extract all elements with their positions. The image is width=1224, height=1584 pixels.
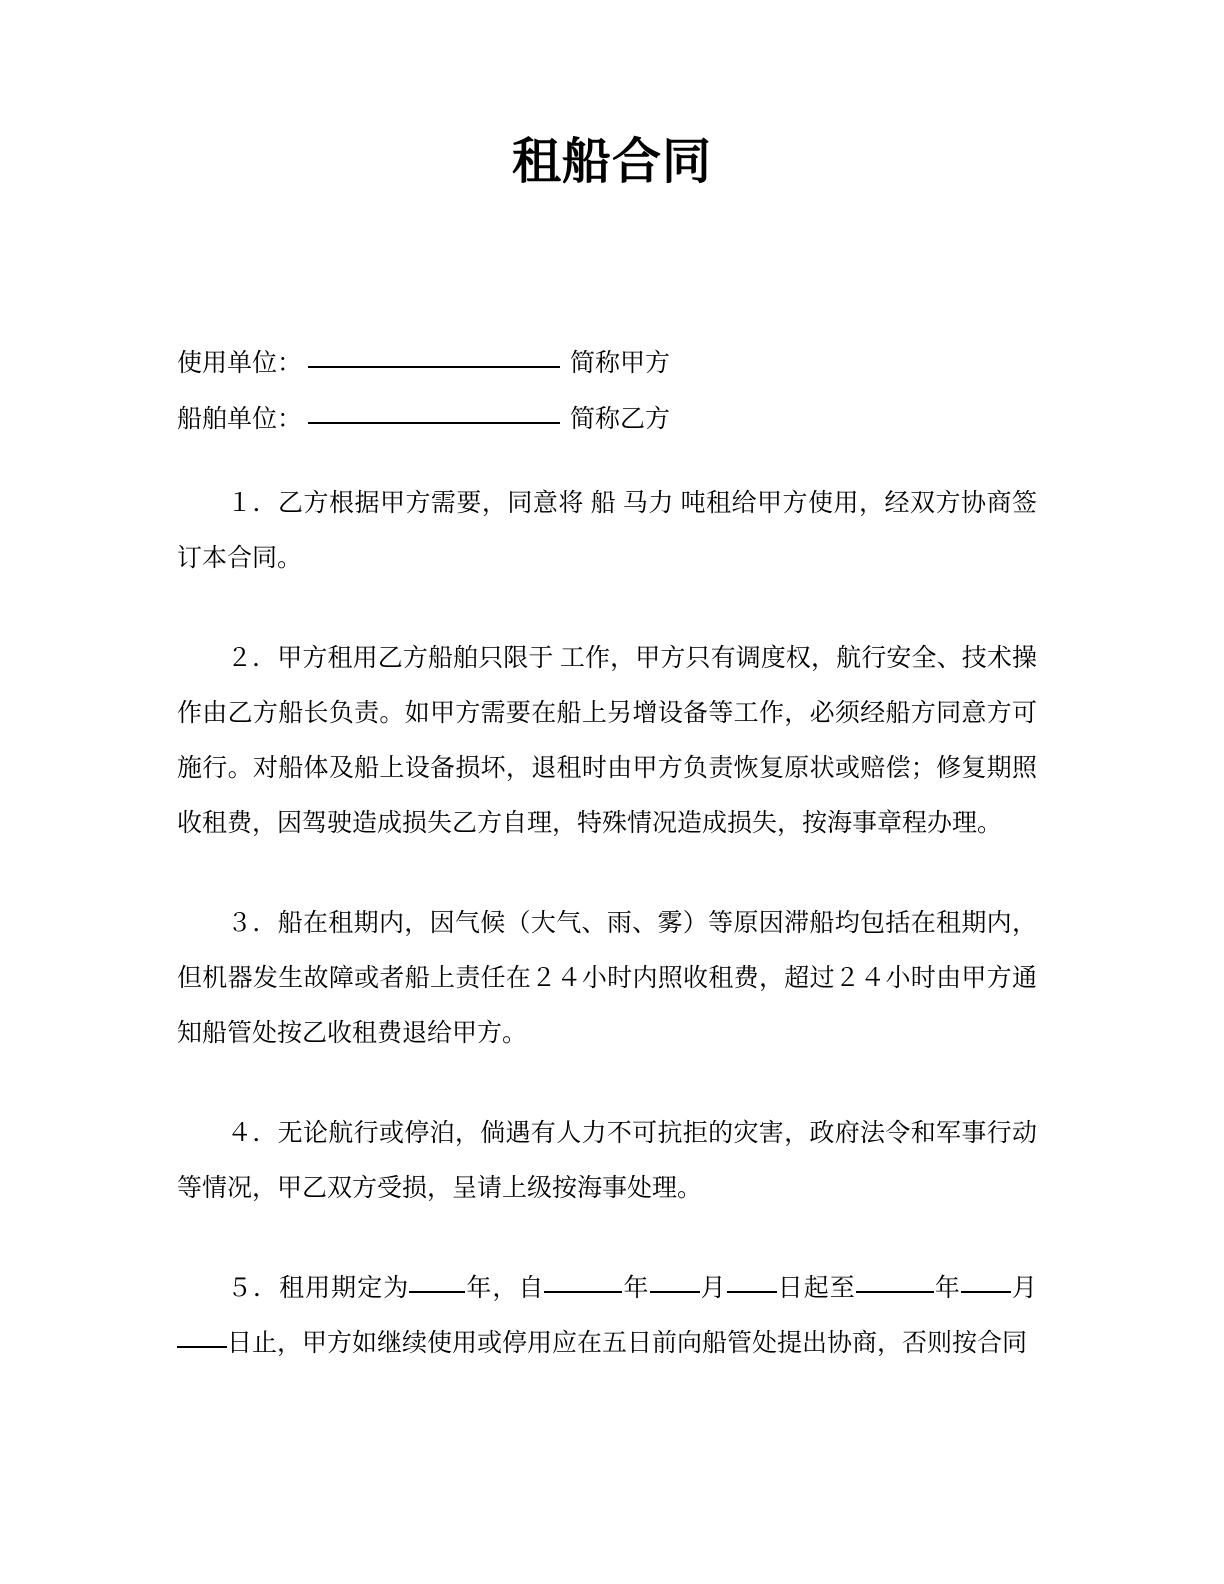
clause-5-blank-end-day[interactable] — [177, 1345, 227, 1348]
clause-4 — [177, 1106, 1037, 1216]
clause-5-text-part5: 日起至 — [776, 1275, 856, 1302]
clause-5-text-part8: 日止，甲方如继续使用或停用应在五日前向船管处提出协商，否则按合同 — [227, 1330, 1028, 1357]
clause-4-number: ４． — [227, 1120, 278, 1147]
clause-3-number: ３． — [227, 910, 278, 937]
party-label-vessel: 船舶单位： — [177, 406, 303, 433]
clause-5-text-part7: 月 — [1010, 1275, 1037, 1302]
clause-5 — [177, 1261, 1037, 1371]
party-suffix-user: 简称甲方 — [570, 350, 671, 377]
clause-1-number: １． — [227, 490, 278, 517]
clause-2-text: 甲方租用乙方船舶只限于 工作，甲方只有调度权，航行安全、技术操作由乙方船长负责。如甲方需要在船上另增设备等工作，必须经船方同意方可施行。对船体及船上设备损坏，退租时由甲方负责恢复原状或赔偿；修复期照收租费，因驾驶造成损失乙方自理，特殊情况造成损失，按海事章程办理。 — [177, 645, 1037, 837]
clause-5-text-part1: 租用期定为 — [279, 1275, 410, 1302]
clause-3 — [177, 896, 1037, 1061]
clause-5-text-part2: 年，自 — [465, 1275, 545, 1302]
clause-5-blank-start-year[interactable] — [544, 1290, 622, 1293]
clause-3-text: 船在租期内，因气候（大气、雨、雾）等原因滞船均包括在租期内，但机器发生故障或者船上责任在２４小时内照收租费，超过２４小时由甲方通知船管处按乙收租费退给甲方。 — [177, 910, 1037, 1047]
clause-5-number: ５． — [227, 1275, 280, 1302]
clause-5-blank-start-month[interactable] — [650, 1290, 700, 1293]
document-body — [177, 336, 1037, 1371]
clause-5-blank-end-year[interactable] — [856, 1290, 934, 1293]
party-fields — [177, 336, 1037, 448]
party-suffix-vessel: 简称乙方 — [570, 406, 671, 433]
clause-2 — [177, 631, 1037, 851]
party-label-user: 使用单位： — [177, 350, 303, 377]
clause-5-blank-term-years[interactable] — [409, 1290, 465, 1293]
party-row-user — [177, 336, 1037, 392]
page-title: 租船合同 — [511, 135, 712, 189]
clause-2-number: ２． — [227, 645, 278, 672]
clause-5-text-part3: 年 — [622, 1275, 650, 1302]
party-row-vessel — [177, 392, 1037, 448]
clause-1-text: 乙方根据甲方需要，同意将 船 马力 吨租给甲方使用，经双方协商签订本合同。 — [177, 490, 1037, 572]
party-blank-user[interactable] — [308, 365, 560, 368]
clause-5-text-part4: 月 — [699, 1275, 727, 1302]
clause-5-blank-end-month[interactable] — [961, 1290, 1011, 1293]
clause-5-blank-start-day[interactable] — [727, 1290, 777, 1293]
clause-4-text: 无论航行或停泊，倘遇有人力不可抗拒的灾害，政府法令和军事行动等情况，甲乙双方受损，呈请上级按海事处理。 — [177, 1120, 1037, 1202]
clause-5-text-part6: 年 — [933, 1275, 961, 1302]
clause-1 — [177, 476, 1037, 586]
party-blank-vessel[interactable] — [308, 421, 560, 424]
